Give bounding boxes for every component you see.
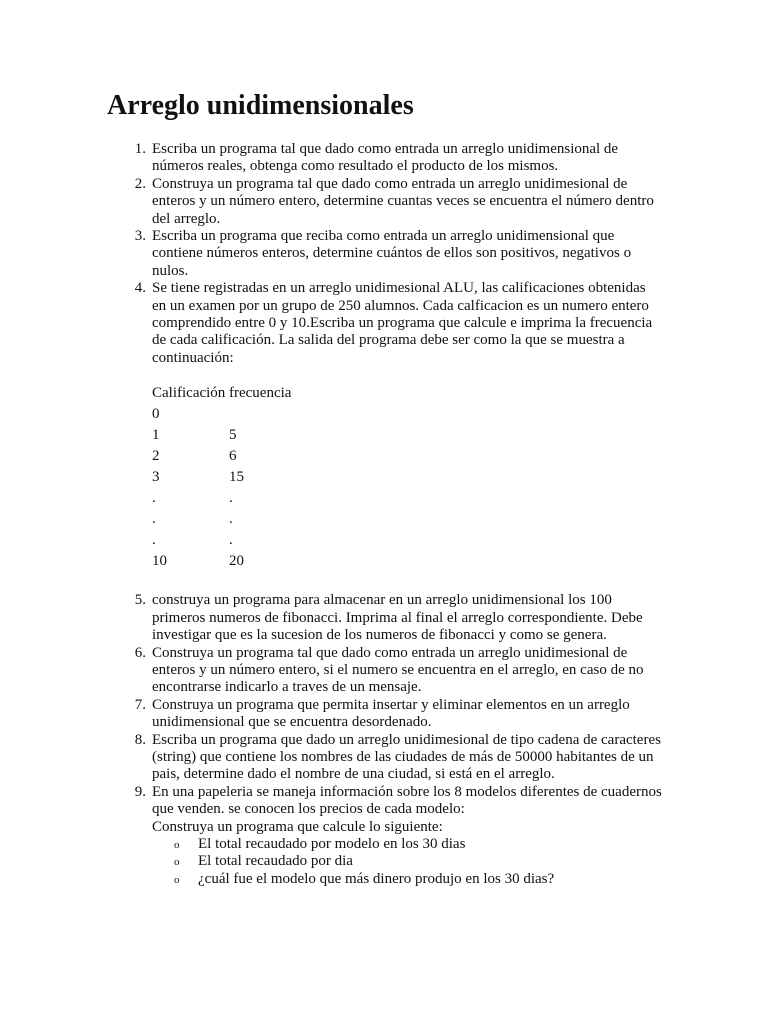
- sub-item-text: El total recaudado por modelo en los 30 dias: [198, 835, 466, 852]
- header-grade: Calificación: [152, 385, 226, 402]
- item-number: 7.: [134, 696, 146, 713]
- frequency-cell: 20: [229, 553, 244, 570]
- bullet-icon: o: [174, 838, 180, 851]
- list-item: [134, 141, 662, 176]
- bullet-icon: o: [174, 873, 180, 886]
- sub-item-text: El total recaudado por dia: [198, 853, 353, 870]
- list-item: [134, 696, 662, 732]
- frequency-cell: .: [229, 490, 233, 507]
- table-row: [152, 469, 291, 490]
- item-text: construya un programa para almacenar en un arreglo unidimensional los 100 primeros numeros de fibonacci. Imprima al final el arreglo correspondiente. Debe investigar que es la sucesion de los numeros de fibonacci y como se genera.: [152, 592, 643, 644]
- list-item: [134, 783, 662, 888]
- list-item: [134, 280, 662, 574]
- item-text: En una papeleria se maneja información sobre los 8 modelos diferentes de cuadernos que venden. se conocen los precios de cada modelo:: [152, 783, 662, 818]
- table-row: [152, 490, 291, 511]
- item-text: Escriba un programa tal que dado como entrada un arreglo unidimensional de números reales, obtenga como resultado el producto de los mismos.: [152, 141, 619, 175]
- table-row: [152, 532, 291, 553]
- sub-list: [152, 836, 662, 888]
- table-row: [152, 553, 291, 574]
- list-item: [134, 228, 662, 280]
- item-text: Construya un programa que permita insertar y eliminar elementos en un arreglo unidimensional que se encuentra desordenado.: [152, 696, 630, 731]
- item-text: Escriba un programa que reciba como entrada un arreglo unidimensional que contiene números enteros, determine cuántos de ellos son positivos, negativos o nulos.: [152, 228, 632, 279]
- item-number: 2.: [134, 175, 146, 192]
- frequency-cell: [229, 406, 291, 427]
- grade-cell: 10: [152, 553, 167, 570]
- grade-cell: .: [152, 532, 156, 549]
- item-number: 9.: [134, 783, 146, 800]
- item-number: 4.: [134, 280, 146, 297]
- frequency-cell: 5: [229, 427, 237, 444]
- grade-cell: 0: [152, 406, 160, 423]
- frequency-cell: 6: [229, 448, 237, 465]
- item-number: 1.: [134, 141, 146, 157]
- item-text: Se tiene registradas en un arreglo unidimesional ALU, las calificaciones obtenidas en un examen por un grupo de 250 alumnos. Cada calficacion es un numero entero comprendido entre 0 y 10.Escriba un programa que calcule e imprima la frecuencia de cada calificación. La salida del programa debe ser como la que se muestra a continuación:: [152, 280, 653, 366]
- frequency-cell: .: [229, 511, 233, 528]
- header-frequency: frecuencia: [229, 385, 292, 402]
- item-number: 6.: [134, 644, 146, 661]
- sub-list-item: [152, 836, 662, 853]
- list-item: [134, 644, 662, 697]
- frequency-cell: 15: [229, 469, 244, 486]
- item-text: Construya un programa tal que dado como entrada un arreglo unidimesional de enteros y un número entero, determine cuantas veces se encuentra el número dentro del arreglo.: [152, 175, 654, 227]
- item-text-continued: Construya un programa que calcule lo siguiente:: [152, 818, 443, 835]
- bullet-icon: o: [174, 856, 180, 869]
- sub-item-text: ¿cuál fue el modelo que más dinero produjo en los 30 dias?: [198, 870, 555, 887]
- list-item: [134, 592, 662, 644]
- grade-cell: 2: [152, 448, 160, 465]
- item-number: 3.: [134, 228, 146, 245]
- page-title: Arreglo unidimensionales: [107, 90, 414, 121]
- frequency-table: [152, 385, 291, 574]
- sub-list-item: [152, 853, 662, 870]
- sub-list-item: [152, 871, 662, 888]
- list-item: [134, 731, 662, 784]
- exercise-list: [134, 141, 662, 888]
- item-number: 8.: [134, 731, 146, 748]
- item-number: 5.: [134, 592, 146, 609]
- item-text: Construya un programa tal que dado como entrada un arreglo unidimesional de enteros y un número entero, si el numero se encuentra en el arreglo, en caso de no encontrarse indicarlo a traves de un mensaje.: [152, 644, 644, 696]
- table-row: [152, 448, 291, 469]
- table-row: [152, 427, 291, 448]
- item-text: Escriba un programa que dado un arreglo unidimesional de tipo cadena de caracteres (string) que contiene los nombres de las ciudades de más de 50000 habitantes de un pais, determine dado el nombre de una ciudad, si está en el arreglo.: [152, 731, 661, 783]
- frequency-cell: .: [229, 532, 233, 549]
- grade-cell: .: [152, 511, 156, 528]
- grade-cell: .: [152, 490, 156, 507]
- table-row: [152, 511, 291, 532]
- list-item: [134, 175, 662, 228]
- table-row: [152, 406, 291, 427]
- grade-cell: 1: [152, 427, 160, 444]
- frequency-table-header: [152, 385, 291, 406]
- grade-cell: 3: [152, 469, 160, 486]
